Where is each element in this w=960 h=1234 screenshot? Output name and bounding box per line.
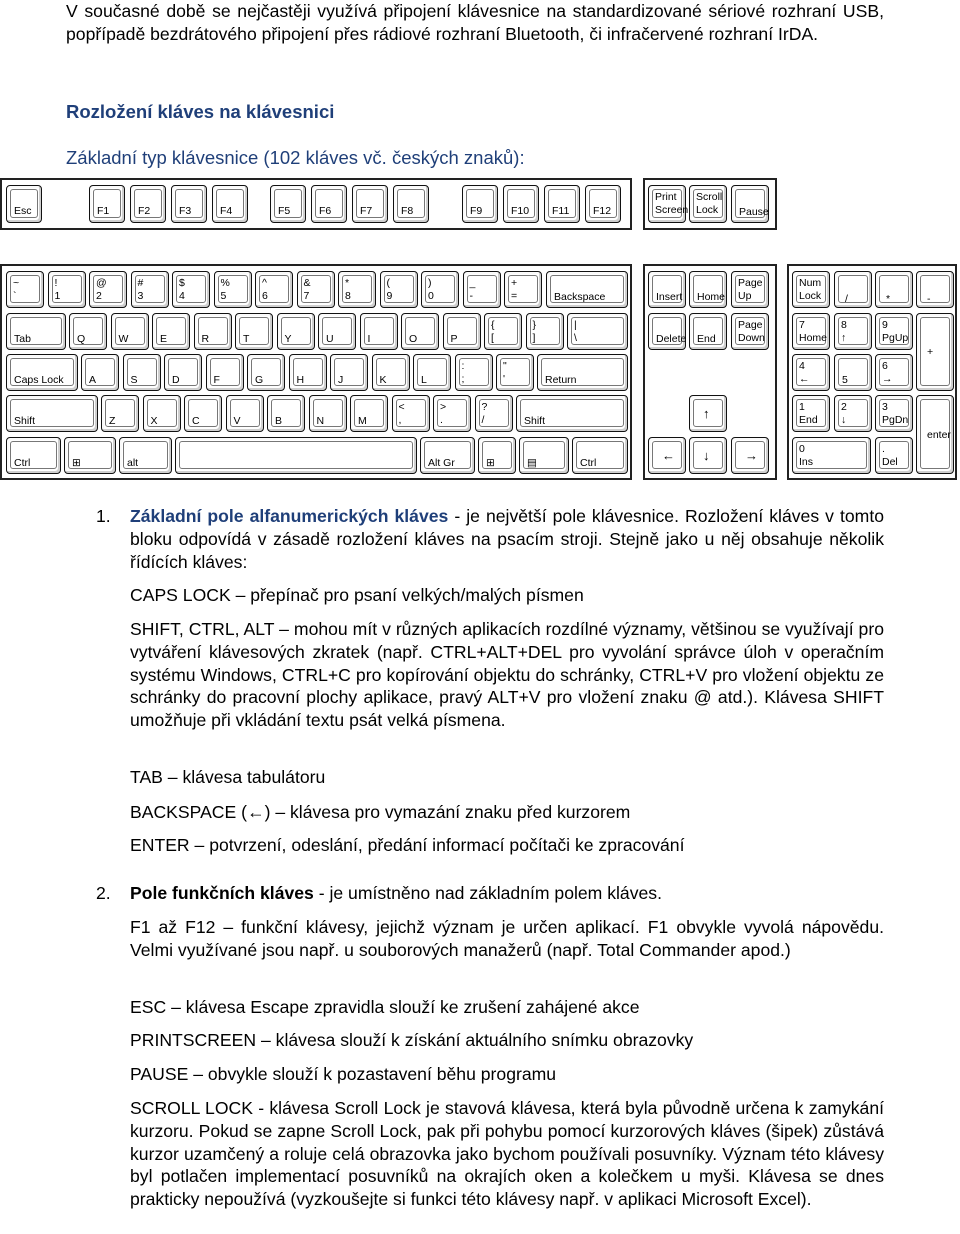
key-label: 5	[220, 290, 227, 302]
key-alt	[119, 437, 172, 474]
key-k2	[89, 271, 127, 308]
key-n4	[792, 354, 830, 391]
key-face	[838, 275, 868, 303]
key-nenter	[916, 395, 954, 474]
key-left	[648, 437, 686, 474]
key-delete	[648, 313, 686, 350]
key-k	[372, 354, 410, 391]
key-face	[920, 317, 950, 386]
backspace-item	[130, 801, 630, 824]
key-label: E	[160, 333, 168, 345]
caps-lock-item: CAPS LOCK – přepínač pro psaní velkých/malých písmen	[130, 585, 584, 605]
key-label: alt	[127, 457, 139, 469]
key-label: 6	[882, 360, 888, 372]
intro-paragraph: V současné době se nejčastěji využívá připojení klávesnice na standardizované sériové rozhraní USB, popřípadě bezdrátového připojení přes rádiové rozhraní Bluetooth, či infračervené rozhraní IrDA.	[66, 1, 884, 44]
key-f7	[352, 185, 388, 223]
key-label: 6	[262, 290, 268, 302]
key-rwin	[478, 437, 516, 474]
key-n3	[875, 395, 913, 432]
key-label: ↓	[703, 448, 710, 463]
enter-item: ENTER – potvrzení, odeslání, předání informací počítači ke zpracování	[130, 835, 685, 855]
key-label: P	[450, 333, 458, 345]
f1-f12-item: F1 až F12 – funkční klávesy, jejichž význam je určen aplikací. F1 obvykle vyvolá nápovědu. Velmi využívané jsou např. u souborových manažerů (např. Total Commander apod.)	[130, 917, 884, 960]
key-pgdn	[731, 313, 769, 350]
key-label: F9	[470, 205, 483, 217]
key-k3	[131, 271, 169, 308]
key-label: 1	[799, 401, 805, 413]
key-f10	[503, 185, 539, 223]
key-label: (	[386, 277, 390, 289]
tab-item: TAB – klávesa tabulátoru	[130, 767, 326, 787]
key-label: ~	[13, 277, 20, 289]
key-label: T	[243, 333, 250, 345]
key-label: '	[503, 373, 506, 385]
key-label: >	[440, 401, 447, 413]
key-k7	[297, 271, 335, 308]
key-h	[289, 354, 327, 391]
section2-title: Pole funkčních kláves	[130, 883, 314, 903]
key-label: Y	[284, 333, 292, 345]
key-comma	[392, 395, 430, 432]
key-label: 0	[428, 290, 434, 302]
key-label: -	[927, 293, 931, 305]
backspace-text-b: ) – klávesa pro vymazání znaku před kurzorem	[264, 802, 631, 822]
key-label: F	[213, 374, 220, 386]
key-n6	[875, 354, 913, 391]
key-label: PgUp	[882, 332, 909, 344]
key-label: 7	[303, 290, 310, 302]
key-k5	[214, 271, 252, 308]
key-home	[689, 271, 727, 308]
key-n9	[875, 313, 913, 350]
key-i	[360, 313, 398, 350]
key-t	[235, 313, 273, 350]
key-label: D	[172, 374, 180, 386]
key-label: Screen	[655, 204, 689, 216]
key-label: %	[220, 277, 230, 289]
key-return	[537, 354, 628, 391]
key-label: )	[428, 277, 432, 289]
key-lwin	[64, 437, 116, 474]
key-label: ⊞	[486, 457, 495, 469]
key-n8	[834, 313, 872, 350]
key-label: *	[345, 277, 350, 289]
key-bslash	[567, 313, 628, 350]
backspace-arrow-icon: ←	[247, 802, 265, 822]
key-v	[226, 395, 264, 432]
section2-text: - je umístněno nad základním polem kláves.	[313, 883, 662, 903]
key-label: X	[150, 415, 158, 427]
key-end	[689, 313, 727, 350]
key-label: R	[201, 333, 210, 345]
key-quote	[496, 354, 534, 391]
key-k8	[338, 271, 376, 308]
key-label: Tab	[14, 333, 31, 345]
key-label: @	[96, 277, 107, 289]
key-label: }	[532, 319, 537, 331]
key-label: :	[461, 360, 465, 372]
key-label: Down	[738, 332, 765, 344]
key-label: \	[574, 332, 577, 344]
key-m	[350, 395, 388, 432]
key-label: ?	[481, 401, 488, 413]
key-label: ↑	[841, 332, 847, 344]
key-label: Print	[655, 191, 677, 203]
key-semi	[455, 354, 493, 391]
key-label: O	[409, 333, 418, 345]
key-label: ▤	[527, 457, 537, 469]
key-label: F6	[319, 205, 332, 217]
key-s	[123, 354, 161, 391]
key-caps	[6, 354, 78, 391]
key-label: 3	[882, 401, 888, 413]
key-f5	[270, 185, 306, 223]
key-right	[731, 437, 769, 474]
key-down	[689, 437, 727, 474]
key-label: →	[745, 448, 758, 463]
key-label: Ins	[799, 456, 814, 468]
key-lk	[413, 354, 451, 391]
key-lctrl	[6, 437, 61, 474]
key-label: 3	[137, 290, 144, 302]
key-tab	[6, 313, 66, 350]
section2-number: 2.	[96, 883, 111, 903]
key-label: Page	[738, 319, 763, 331]
key-label: Insert	[656, 291, 683, 303]
key-label: ←	[662, 448, 675, 463]
key-n7	[792, 313, 830, 350]
key-label: Lock	[799, 290, 822, 302]
key-label: +	[927, 346, 934, 358]
key-label: F8	[401, 205, 414, 217]
key-lbr	[484, 313, 522, 350]
backspace-text-a: BACKSPACE (	[130, 802, 247, 822]
key-label: 9	[386, 290, 393, 302]
key-y	[277, 313, 315, 350]
key-face	[879, 275, 909, 303]
key-label: ;	[461, 373, 465, 385]
key-label: End	[697, 333, 716, 345]
key-insert	[648, 271, 686, 308]
section1-title: Základní pole alfanumerických kláves	[130, 506, 449, 526]
key-k6	[255, 271, 293, 308]
key-d	[164, 354, 202, 391]
printscreen-item: PRINTSCREEN – klávesa slouží k získání aktuálního snímku obrazovky	[130, 1030, 694, 1050]
key-label: Page	[738, 277, 763, 289]
key-label: I	[367, 333, 371, 345]
key-nmul	[875, 271, 913, 308]
key-f1	[89, 185, 125, 223]
key-q	[69, 313, 107, 350]
key-label: S	[130, 374, 138, 386]
key-label: Lock	[696, 204, 719, 216]
key-label: -	[469, 290, 473, 302]
key-z	[101, 395, 139, 432]
key-face	[571, 317, 624, 345]
key-label: =	[511, 290, 518, 302]
key-label: V	[233, 415, 241, 427]
key-lshift	[6, 395, 98, 432]
key-label: Return	[545, 374, 577, 386]
key-label: K	[379, 374, 387, 386]
key-label: "	[503, 360, 507, 372]
key-u	[318, 313, 356, 350]
key-label: 8	[841, 319, 847, 331]
key-label: .	[440, 414, 443, 426]
key-k1	[48, 271, 86, 308]
key-label: 7	[799, 319, 805, 331]
key-label: F4	[220, 205, 233, 217]
key-label: &	[303, 277, 311, 289]
key-label: ^	[262, 277, 267, 289]
pause-item: PAUSE – obvykle slouží k pozastavení běhu programu	[130, 1064, 557, 1084]
key-label: `	[13, 290, 17, 302]
key-label: H	[296, 374, 305, 386]
key-face	[179, 441, 413, 469]
key-label: /	[481, 414, 485, 426]
keyboard-type-subheading: Základní typ klávesnice (102 kláves vč. českých znaků):	[66, 147, 525, 168]
key-f12	[585, 185, 621, 223]
key-label: M	[358, 415, 367, 427]
keyboard-diagram	[0, 178, 960, 480]
key-label: ⊞	[72, 457, 81, 469]
key-label: /	[845, 293, 848, 305]
key-x	[143, 395, 181, 432]
key-b	[267, 395, 305, 432]
key-pgup	[731, 271, 769, 308]
key-label: PgDn	[882, 414, 909, 426]
key-label: Caps Lock	[14, 374, 64, 386]
key-label: →	[882, 373, 893, 385]
key-label: Up	[738, 290, 752, 302]
key-equal	[504, 271, 542, 308]
key-nminus	[916, 271, 954, 308]
key-label: $	[179, 277, 185, 289]
key-o	[401, 313, 439, 350]
key-label: A	[89, 374, 97, 386]
key-k9	[380, 271, 418, 308]
key-rshift	[516, 395, 628, 432]
key-label: F5	[278, 205, 291, 217]
key-w	[111, 313, 149, 350]
key-label: 2	[841, 401, 847, 413]
key-label: J	[338, 374, 344, 386]
key-label: F1	[97, 205, 110, 217]
key-slash	[475, 395, 513, 432]
key-label: L	[421, 374, 427, 386]
key-label: Num	[799, 277, 822, 289]
section1-paragraph	[130, 505, 884, 573]
key-f2	[130, 185, 166, 223]
esc-item: ESC – klávesa Escape zpravidla slouží ke zrušení zahájené akce	[130, 997, 640, 1017]
key-label: Shift	[524, 415, 546, 427]
key-label: *	[886, 293, 891, 305]
section1-number: 1.	[96, 506, 111, 526]
key-label: #	[137, 277, 144, 289]
key-label: Backspace	[554, 291, 606, 303]
key-label: U	[326, 333, 334, 345]
key-numlock	[792, 271, 830, 308]
key-backspace	[546, 271, 628, 308]
key-label: F10	[511, 205, 530, 217]
key-p	[443, 313, 481, 350]
key-label: Del	[882, 456, 898, 468]
key-label: F7	[360, 205, 373, 217]
key-label: C	[192, 415, 200, 427]
key-label: Ctrl	[14, 457, 31, 469]
key-label: W	[118, 333, 129, 345]
key-label: Z	[109, 415, 116, 427]
key-print	[648, 185, 689, 223]
key-f11	[544, 185, 580, 223]
key-a	[81, 354, 119, 391]
key-n2	[834, 395, 872, 432]
key-label: 2	[96, 290, 102, 302]
key-scroll	[689, 185, 727, 223]
key-n1	[792, 395, 830, 432]
key-k4	[172, 271, 210, 308]
key-label: +	[511, 277, 518, 289]
key-label: Home	[799, 332, 828, 344]
key-label: 1	[54, 290, 61, 302]
key-label: Alt Gr	[428, 457, 455, 469]
key-rctrl	[572, 437, 628, 474]
key-label: N	[316, 415, 325, 427]
key-label: 4	[799, 360, 805, 372]
key-label: ↓	[841, 414, 847, 426]
key-period	[433, 395, 471, 432]
key-label: !	[54, 277, 58, 289]
key-label: G	[255, 374, 264, 386]
key-menu	[519, 437, 569, 474]
key-altgr	[420, 437, 475, 474]
key-label: Pause	[739, 206, 769, 218]
key-label: ,	[398, 414, 402, 426]
key-n0	[792, 437, 871, 474]
key-k0	[421, 271, 459, 308]
layout-heading: Rozložení kláves na klávesnici	[66, 101, 335, 122]
key-c	[184, 395, 222, 432]
key-ndot	[875, 437, 913, 474]
key-label: <	[398, 401, 405, 413]
key-minus	[463, 271, 501, 308]
key-label: ]	[532, 332, 536, 344]
key-label: B	[275, 415, 283, 427]
key-label: F2	[138, 205, 151, 217]
section2-paragraph	[130, 882, 662, 905]
key-n5	[834, 354, 872, 391]
key-label: 5	[842, 374, 848, 386]
key-f8	[393, 185, 429, 223]
key-label: Esc	[14, 205, 32, 217]
key-e	[152, 313, 190, 350]
key-f6	[311, 185, 347, 223]
key-label: .	[882, 443, 885, 455]
key-label: Q	[77, 333, 86, 345]
key-label: Ctrl	[580, 457, 597, 469]
key-nplus	[916, 313, 954, 391]
shift-ctrl-alt-item: SHIFT, CTRL, ALT – mohou mít v různých aplikacích rozdílné významy, většinou se využívají pro vytváření klávesových zkratek (např. CTRL+ALT+DEL pro vyvolání správce úloh v operačním systému Windows, CTRL+C pro kopírování objektu do schránky, CTRL+V pro vložení objektu ze schránky do pracovní plochy aplikace, pravý ALT+V pro vložení znaku @ atd.). Klávesa SHIFT umožňuje při vkládání textu psát velká písmena.	[130, 619, 884, 731]
key-label: F3	[179, 205, 192, 217]
key-f	[206, 354, 244, 391]
key-label: 4	[179, 290, 185, 302]
key-label: |	[574, 319, 577, 331]
key-tilde	[6, 271, 44, 308]
key-f4	[212, 185, 248, 223]
key-esc	[6, 185, 42, 223]
key-j	[330, 354, 368, 391]
key-label: {	[491, 319, 495, 331]
key-f9	[462, 185, 498, 223]
section1-text: - je největší pole klávesnice. Rozložení kláves v tomto bloku odpovídá v zásadě rozložení kláves na psacím stroji. Stejně jako u něj obsahuje několik řídících kláves:	[130, 506, 884, 572]
key-space	[175, 437, 417, 474]
key-label: 8	[345, 290, 351, 302]
key-up	[689, 395, 727, 432]
key-label: _	[469, 277, 476, 289]
key-face	[920, 275, 950, 303]
key-ndiv	[834, 271, 872, 308]
key-label: Scroll	[696, 191, 723, 203]
key-label: Shift	[14, 415, 36, 427]
key-f3	[171, 185, 207, 223]
key-n	[309, 395, 347, 432]
key-label: F11	[552, 205, 570, 217]
key-g	[247, 354, 285, 391]
key-label: [	[491, 332, 494, 344]
key-label: End	[799, 414, 818, 426]
key-label: ↑	[703, 406, 710, 421]
key-label: ←	[799, 373, 810, 385]
key-pause	[731, 185, 769, 223]
key-label: F12	[593, 205, 612, 217]
scroll-lock-item: SCROLL LOCK - klávesa Scroll Lock je stavová klávesa, která byla původně určena k zamykání kurzoru. Pokud se zapne Scroll Lock, pak při pohybu pomocí kurzorových kláves (šipek) zůstává kurzor uzamčený a roluje celá obrazovka jako bychom používali posuvníky. Význam této klávesy byl potlačen implementací posuvníků na okrajích oken a kolečkem u myši. Klávesa se dnes prakticky nepoužívá (vyzkoušejte si funkci této klávesy např. v aplikaci Microsoft Excel).	[130, 1098, 884, 1210]
key-label: 0	[799, 443, 805, 455]
key-label: 9	[882, 319, 888, 331]
key-label: enter	[927, 428, 951, 441]
key-label: Delete	[656, 333, 687, 345]
key-r	[194, 313, 232, 350]
key-rbr	[526, 313, 564, 350]
key-label: Home	[697, 291, 726, 303]
